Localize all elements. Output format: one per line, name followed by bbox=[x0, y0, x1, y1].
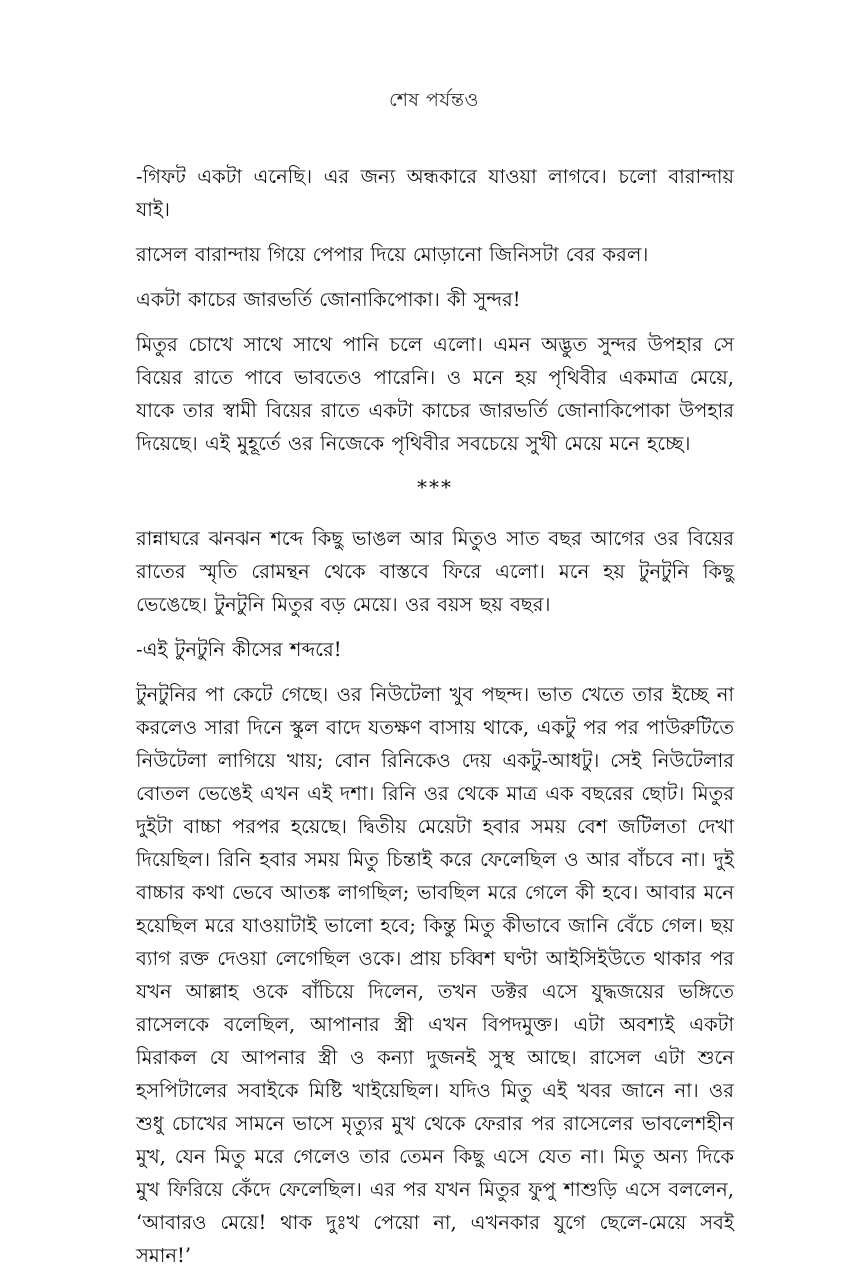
section-separator: *** bbox=[417, 475, 453, 499]
body-text bbox=[136, 160, 734, 1284]
paragraph-2: রাসেল বারান্দায় গিয়ে পেপার দিয়ে মোড়ানো জিনিসটা বের করল। bbox=[136, 243, 649, 266]
paragraph-4: মিতুর চোখে সাথে সাথে পানি চলে এলো। এমন অদ্ভুত সুন্দর উপহার সে বিয়ের রাতে পাবে ভাবতেও পারেনি। ও মনে হয় পৃথিবীর একমাত্র মেয়ে, যাকে তার স্বামী বিয়ের রাতে একটা কাচের জারভর্তি জোনাকিপোকা উপহার দিয়েছে। এই মুহূর্তে ওর নিজেকে পৃথিবীর সবচেয়ে সুখী মেয়ে মনে হচ্ছে। bbox=[136, 333, 734, 455]
paragraph-5: রান্নাঘরে ঝনঝন শব্দে কিছু ভাঙল আর মিতুও সাত বছর আগের ওর বিয়ের রাতের স্মৃতি রোমন্থন থেকে বাস্তবে ফিরে এলো। মনে হয় টুনটুনি কিছু ভেঙেছে। টুনটুনি মিতুর বড় মেয়ে। ওর বয়স ছয় বছর। bbox=[136, 527, 734, 616]
paragraph-3: একটা কাচের জারভর্তি জোনাকিপোকা। কী সুন্দর! bbox=[136, 288, 521, 311]
paragraph-6: -এই টুনটুনি কীসের শব্দরে! bbox=[136, 638, 342, 661]
paragraph-1: -গিফট একটা এনেছি। এর জন্য অন্ধকারে যাওয়া লাগবে। চলো বারান্দায় যাই। bbox=[136, 165, 734, 221]
running-header: শেষ পর্যন্তও bbox=[389, 89, 479, 111]
paragraph-7: টুনটুনির পা কেটে গেছে। ওর নিউটেলা খুব পছন্দ। ভাত খেতে তার ইচ্ছে না করলেও সারা দিনে স্কুল বাদে যতক্ষণ বাসায় থাকে, একটু পর পর পাউরুটিতে নিউটেলা লাগিয়ে খায়; বোন রিনিকেও দেয় একটু-আধটু। সেই নিউটেলার বোতল ভেঙেই এখন এই দশা। রিনি ওর থেকে মাত্র এক বছরের ছোট। মিতুর দুইটা বাচ্চা পরপর হয়েছে। দ্বিতীয় মেয়েটা হবার সময় বেশ জটিলতা দেখা দিয়েছিল। রিনি হবার সময় মিতু চিন্তাই করে ফেলেছিল ও আর বাঁচবে না। দুই বাচ্চার কথা ভেবে আতঙ্ক লাগছিল; ভাবছিল মরে গেলে কী হবে। আবার মনে হয়েছিল মরে যাওয়াটাই ভালো হবে; কিন্তু মিতু কীভাবে জানি বেঁচে গেল। ছয় ব্যাগ রক্ত দেওয়া লেগেছিল ওকে। প্রায় চব্বিশ ঘণ্টা আইসিইউতে থাকার পর যখন আল্লাহ ওকে বাঁচিয়ে দিলেন, তখন ডক্টর এসে যুদ্ধজয়ের ভঙ্গিতে রাসেলকে বলেছিল, আপানার স্ত্রী এখন বিপদমুক্ত। এটা অবশ্যই একটা মিরাকল যে আপনার স্ত্রী ও কন্যা দুজনই সুস্থ আছে। রাসেল এটা শুনে হসপিটালের সবাইকে মিষ্টি খাইয়েছিল। যদিও মিতু এই খবর জানে না। ওর শুধু চোখের সামনে ভাসে মৃত্যুর মুখ থেকে ফেরার পর রাসেলের ভাবলেশহীন মুখ, যেন মিতু মরে গেলেও তার তেমন কিছু এসে যেত না। মিতু অন্য দিকে মুখ ফিরিয়ে কেঁদে ফেলেছিল। এর পর যখন মিতুর ফুপু শাশুড়ি এসে বললেন, ‘আবারও মেয়ে! থাক দুঃখ পেয়ো না, এখনকার যুগে ছেলে-মেয়ে সবই সমান!’ bbox=[136, 683, 734, 1267]
